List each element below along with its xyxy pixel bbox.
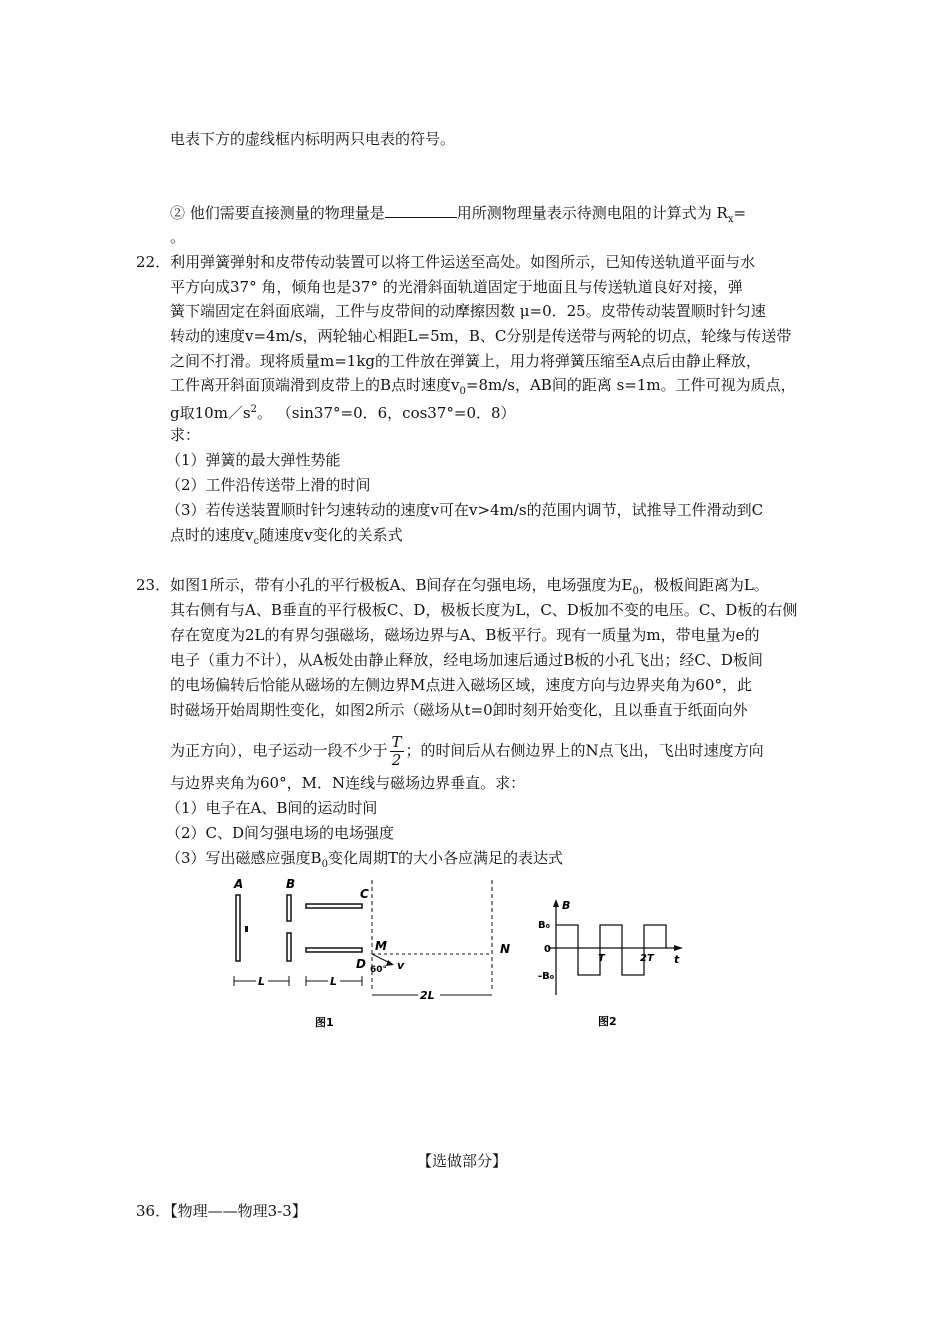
- q23-line11-b: 变化周期T的大小各应满足的表达式: [327, 849, 563, 867]
- q23-line11-sub: 0: [321, 859, 328, 870]
- electron-dot: [245, 926, 248, 932]
- label-B0: B₀: [538, 920, 551, 931]
- q23-line4: 电子（重力不计），从A板处由静止释放，经电场加速后通过B板的小孔飞出；经C、D板间: [170, 651, 763, 669]
- q22-line3: 簧下端固定在斜面底端，工件与皮带间的动摩擦因数 μ=0．25。皮带传动装置顺时针匀速: [170, 302, 766, 320]
- label-L-cd: L: [330, 975, 338, 988]
- q23-line7-b: ；的时间后从右侧边界上的N点飞出，飞出时速度方向: [405, 741, 764, 760]
- fraction-numerator: T: [391, 733, 402, 751]
- figure-2-graph: [538, 895, 698, 1035]
- q22-line6-sub: 0: [459, 386, 466, 397]
- q23-line1-a: 23．如图1所示，带有小孔的平行极板A、B间存在匀强电场，电场强度为E: [136, 576, 633, 594]
- label-L-ab: L: [258, 975, 266, 988]
- fraction-denominator: 2: [391, 751, 402, 769]
- q23-line1-sub: 0: [632, 586, 639, 597]
- figure-1-diagram: [220, 870, 520, 1040]
- plate-B-lower: [287, 933, 291, 961]
- plate-C: [306, 904, 362, 908]
- label-2T: 2T: [640, 953, 654, 964]
- q22-sub1: （1）弹簧的最大弹性势能: [166, 451, 341, 469]
- label-angle: 60°: [370, 965, 388, 975]
- label-M: M: [375, 939, 387, 953]
- label-t-axis: t: [674, 953, 680, 966]
- label-B-axis: B: [562, 899, 571, 912]
- q21-line2-pre: ② 他们需要直接测量的物理量是: [170, 204, 385, 222]
- q21-line2-post: 用所测物理量表示待测电阻的计算式为 R: [456, 204, 728, 222]
- q22-line12-sub: c: [253, 536, 260, 547]
- t-axis-arrowhead: [674, 945, 683, 951]
- plate-D: [306, 948, 362, 952]
- q23-sub2: （2）C、D间匀强电场的电场强度: [166, 824, 395, 842]
- q21-line2-sub: x: [727, 214, 734, 225]
- label-v: v: [397, 959, 405, 972]
- q22-sub3: （3）若传送装置顺时针匀速转动的速度v可在v>4m/s的范围内调节，试推导工件滑动到C: [166, 501, 764, 519]
- q22-line12-b: 随速度v变化的关系式: [259, 526, 403, 544]
- label-D: D: [356, 957, 366, 971]
- q23-line5: 的电场偏转后恰能从磁场的左侧边界M点进入磁场区域，速度方向与边界夹角为60°，此: [170, 676, 752, 694]
- figure-2-caption: 图2: [598, 1015, 617, 1028]
- elective-section-title: 【选做部分】: [417, 1152, 508, 1170]
- label-B: B: [286, 877, 296, 891]
- figure-1-caption: 图1: [315, 1016, 334, 1029]
- q23-line7-a: 为正方向），电子运动一段不少于: [170, 741, 388, 760]
- label-T: T: [598, 953, 605, 964]
- q22-line6-a: 工件离开斜面顶端滑到皮带上的B点时速度v: [170, 376, 460, 394]
- velocity-arrowhead: [386, 960, 394, 966]
- label-C: C: [360, 887, 369, 901]
- q22-line7-a: g取10m／s: [170, 404, 251, 422]
- q22-line1: 22．利用弹簧弹射和皮带传动装置可以将工件运送至高处。如图所示，已知传送轨道平面与水: [136, 253, 756, 271]
- label-neg-B0: -B₀: [538, 971, 555, 982]
- q21-line1: 电表下方的虚线框内标明两只电表的符号。: [170, 130, 456, 148]
- q23-line7: [170, 734, 764, 769]
- q23-line3: 存在宽度为2L的有界匀强磁场，磁场边界与A、B板平行。现有一质量为m，带电量为e的: [170, 626, 760, 644]
- square-wave: [556, 925, 666, 975]
- q22-line4: 转动的速度v=4m/s，两轮轴心相距L=5m，B、C分别是传送带与两轮的切点，轮缘与传送带: [170, 327, 792, 345]
- label-2L: 2L: [420, 989, 435, 1002]
- q23-line2: 其右侧有与A、B垂直的平行极板C、D，极板长度为L，C、D板加不变的电压。C、D板的右侧: [170, 601, 798, 619]
- q23-line1-b: ，极板间距离为L。: [638, 576, 769, 594]
- q23-line11-a: （3）写出磁感应强度B: [166, 849, 322, 867]
- q23-line8: 与边界夹角为60°，M．N连线与磁场边界垂直。求：: [170, 774, 526, 792]
- fraction-t-over-2: [390, 734, 404, 769]
- q21-line2-end: =: [733, 204, 747, 222]
- q22-line7-sup: 2: [250, 404, 257, 415]
- q22-line2: 平方向成37° 角，倾角也是37° 的光滑斜面轨道固定于地面且与传送轨道良好对接，弹: [170, 278, 743, 296]
- q22-line12-a: 点时的速度v: [170, 526, 254, 544]
- q22-sub2: （2）工件沿传送带上滑的时间: [166, 476, 371, 494]
- q21-line3: 。: [170, 228, 186, 246]
- q22-line6-b: =8m/s，AB间的距离 s=1m。工件可视为质点，: [465, 376, 796, 394]
- b-axis-arrowhead: [553, 899, 559, 907]
- q22-sub3-cont: [170, 524, 403, 553]
- q23-sub1: （1）电子在A、B间的运动时间: [166, 799, 378, 817]
- q36-title: 36．【物理——物理3-3】: [136, 1202, 307, 1220]
- plate-B-upper: [287, 895, 291, 921]
- q22-line8: 求：: [170, 426, 201, 444]
- label-zero: 0: [544, 944, 551, 955]
- q22-line5: 之间不打滑。现将质量m=1kg的工件放在弹簧上，用力将弹簧压缩至A点后由静止释放，: [170, 352, 761, 370]
- plate-A: [236, 895, 240, 961]
- q23-line6: 时磁场开始周期性变化，如图2所示（磁场从t=0卸时刻开始变化，且以垂直于纸面向外: [170, 701, 748, 719]
- label-N: N: [500, 942, 511, 956]
- answer-blank: [385, 203, 457, 218]
- q21-line2: [170, 202, 746, 231]
- q22-line7: [170, 399, 516, 424]
- label-A: A: [234, 877, 244, 891]
- q22-line7-b: 。 （sin37°=0．6，cos37°=0．8）: [257, 404, 516, 422]
